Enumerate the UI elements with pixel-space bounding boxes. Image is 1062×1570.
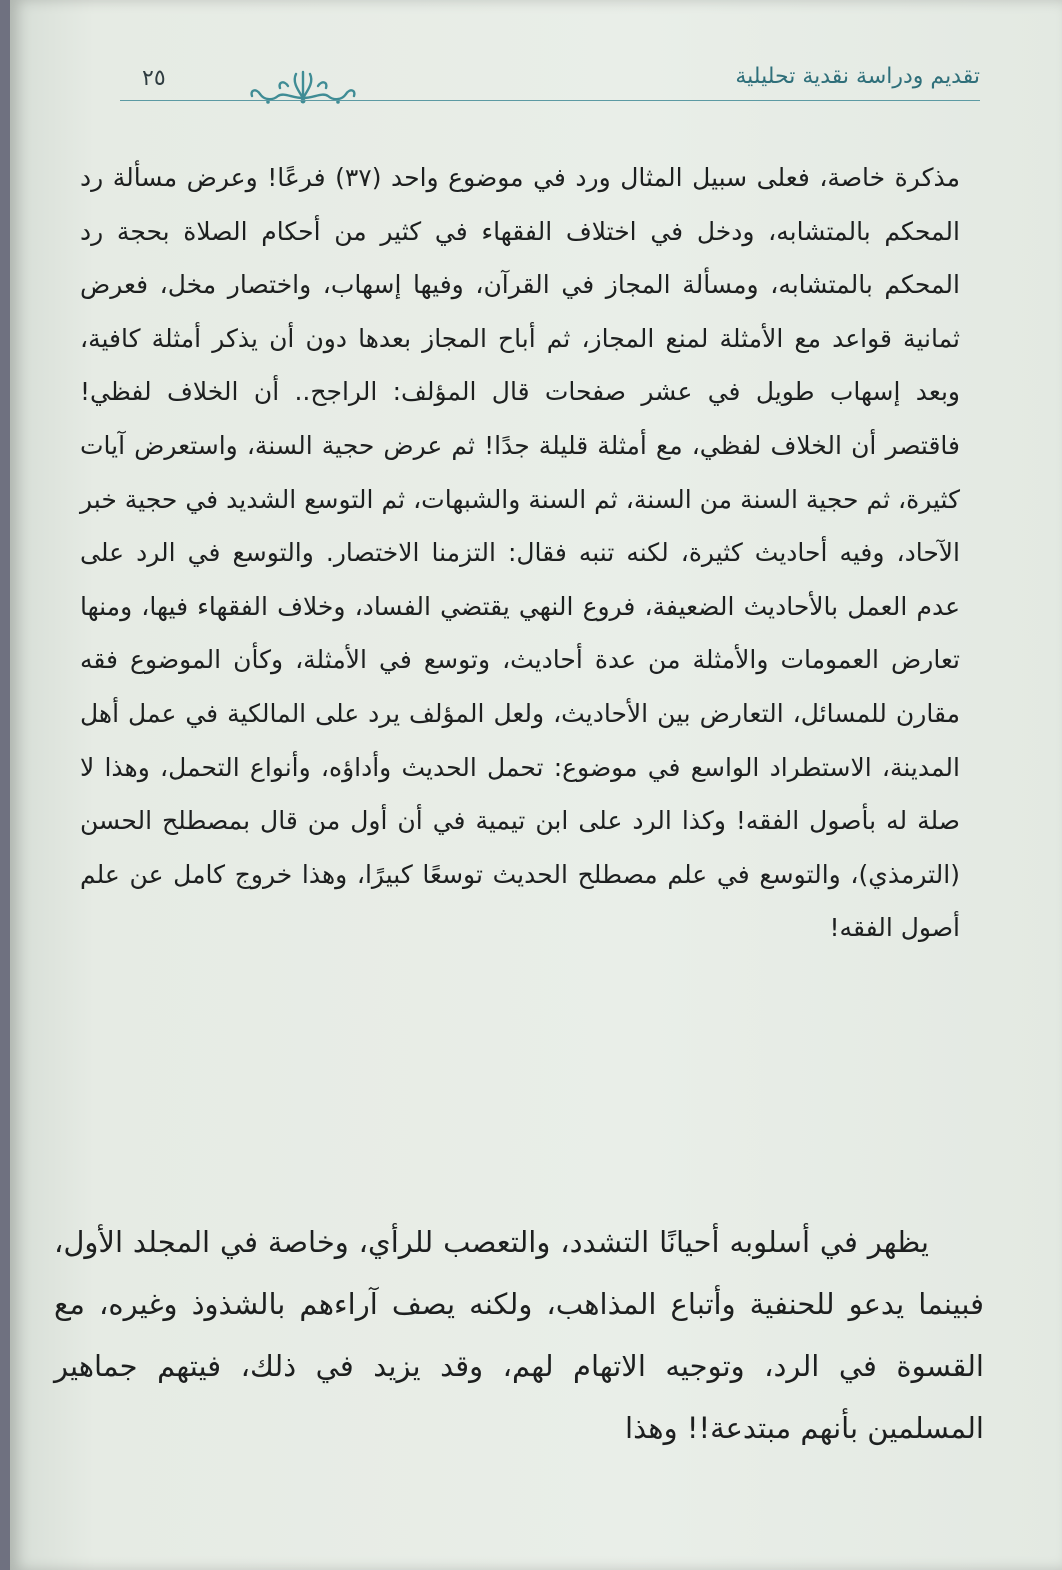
floral-ornament-icon — [248, 68, 358, 108]
book-page — [10, 0, 1062, 1570]
body-paragraph-2: يظهر في أسلوبه أحيانًا التشدد، والتعصب للرأي، وخاصة في المجلد الأول، فبينما يدعو للحنفية وأتباع المذاهب، ولكنه يصف آراءهم بالشذوذ وغيره، مع القسوة في الرد، وتوجيه الاتهام لهم، وقد يزيد في ذلك، فيتهم جماهير المسلمين بأنهم مبتدعة!! وهذا — [54, 1225, 984, 1445]
header-divider — [120, 100, 980, 101]
running-title: تقديم ودراسة نقدية تحليلية — [735, 64, 980, 89]
page-number: ٢٥ — [142, 66, 166, 91]
page-header — [120, 60, 980, 110]
body-paragraph-1: مذكرة خاصة، فعلى سبيل المثال ورد في موضوع واحد (٣٧) فرعًا! وعرض مسألة رد المحكم بالمتشابه، ودخل في اختلاف الفقهاء في كثير من أحكام الصلاة بحجة رد المحكم بالمتشابه، ومسألة المجاز في القرآن، وفيها إسهاب، واختصار مخل، فعرض ثمانية قواعد مع الأمثلة لمنع المجاز، ثم أباح المجاز بعدها دون أن يذكر أمثلة كافية، وبعد إسهاب طويل في عشر صفحات قال المؤلف: الراجح.. أن الخلاف لفظي! فاقتصر أن الخلاف لفظي، مع أمثلة قليلة جدًا! ثم عرض حجية السنة، واستعرض آيات كثيرة، ثم حجية السنة من السنة، ثم السنة والشبهات، ثم التوسع الشديد في حجية خبر الآحاد، وفيه أحاديث كثيرة، لكنه تنبه فقال: التزمنا الاختصار. والتوسع في الرد على عدم العمل بالأحاديث الضعيفة، فروع النهي يقتضي الفساد، وخلاف الفقهاء فيها، ومنها تعارض العمومات والأمثلة من عدة أحاديث، وتوسع في الأمثلة، وكأن الموضوع فقه مقارن للمسائل، التعارض بين الأحاديث، ولعل المؤلف يرد على المالكية في عمل أهل المدينة، الاستطراد الواسع في موضوع: تحمل الحديث وأداؤه، وأنواع التحمل، وهذا لا صلة له بأصول الفقه! وكذا الرد على ابن تيمية في أن أول من قال بمصطلح الحسن (الترمذي)، والتوسع في علم مصطلح الحديث توسعًا كبيرًا، وهذا خروج كامل عن علم أصول الفقه! — [80, 163, 960, 943]
